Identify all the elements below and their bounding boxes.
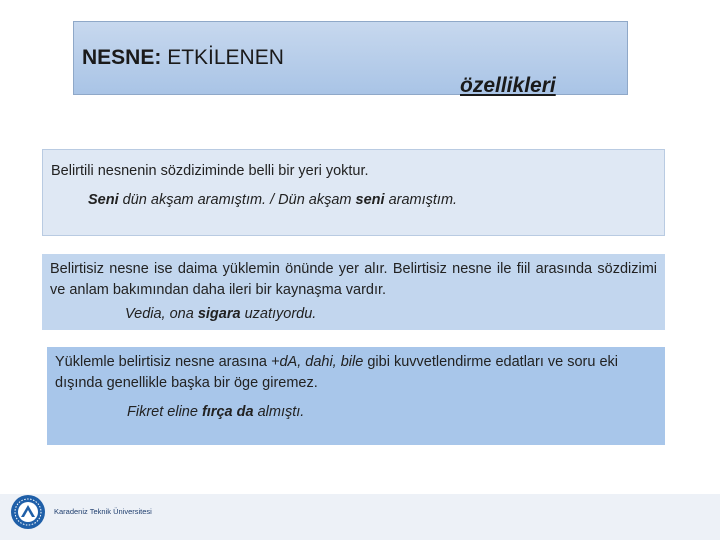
rule-text-pre: Yüklemle belirtisiz nesne arasına xyxy=(55,354,271,370)
slide-subtitle: özellikleri xyxy=(460,74,556,97)
rule-text-italic: +dA, dahi, bile xyxy=(271,354,364,370)
example-sentence xyxy=(55,402,657,423)
example-bold-b: seni xyxy=(355,192,385,208)
rule-box-definite-object xyxy=(42,149,665,236)
example-text-b: aramıştım. xyxy=(384,192,458,208)
example-sentence xyxy=(50,304,657,325)
slide-title xyxy=(82,46,284,70)
footer-bar xyxy=(0,494,720,540)
rule-box-intensifiers xyxy=(47,347,665,445)
example-post: uzatıyordu. xyxy=(240,306,317,322)
example-pre: Vedia, ona xyxy=(125,306,198,322)
title-box xyxy=(73,21,628,95)
example-bold: fırça da xyxy=(201,404,254,420)
ktu-logo-icon xyxy=(10,494,46,530)
rule-text: Belirtili nesnenin sözdiziminde belli bir yeri yoktur. xyxy=(51,163,369,179)
rule-text xyxy=(55,352,657,394)
example-text-a: dün akşam aramıştım. / Dün akşam xyxy=(118,192,356,208)
university-name: Karadeniz Teknik Üniversitesi xyxy=(54,507,152,516)
rule-box-indefinite-object xyxy=(42,254,665,330)
example-sentence xyxy=(51,190,656,211)
title-rest: ETKİLENEN xyxy=(161,46,284,69)
example-bold: sigara xyxy=(197,306,241,322)
example-pre: Fikret eline xyxy=(127,404,202,420)
rule-text: Belirtisiz nesne ise daima yüklemin önünde yer alır. Belirtisiz nesne ile fiil arasında sözdizimi ve anlam bakımından daha ileri bir kaynaşma vardır. xyxy=(50,261,657,298)
title-bold: NESNE: xyxy=(82,46,162,69)
rule-text-post: gibi kuvvetlendirme edatları ve soru eki dışında genellikle başka bir öge giremez. xyxy=(55,354,618,391)
example-bold-a: Seni xyxy=(88,192,119,208)
example-post: almıştı. xyxy=(253,404,305,420)
